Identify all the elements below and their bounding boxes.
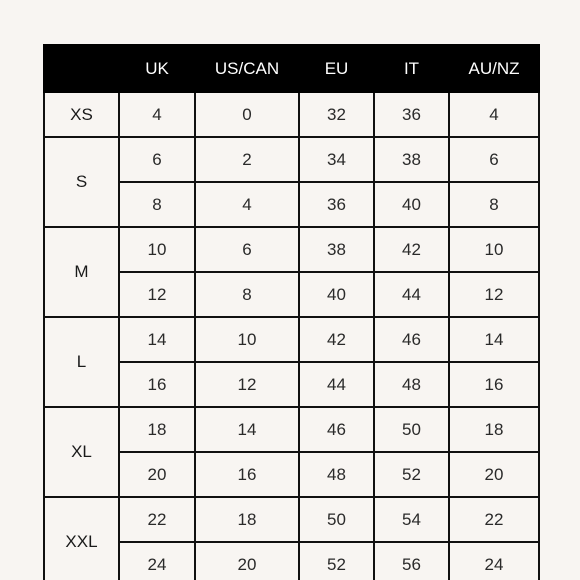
table-cell: 6 bbox=[195, 227, 299, 272]
table-cell: 20 bbox=[449, 452, 539, 497]
table-cell: 2 bbox=[195, 137, 299, 182]
table-cell: 40 bbox=[299, 272, 374, 317]
table-cell: 48 bbox=[374, 362, 449, 407]
table-cell: 14 bbox=[195, 407, 299, 452]
size-label-cell: XS bbox=[44, 92, 119, 137]
table-row bbox=[44, 92, 539, 137]
header-cell-uk: UK bbox=[119, 45, 195, 92]
table-cell: 36 bbox=[299, 182, 374, 227]
table-cell: 54 bbox=[374, 497, 449, 542]
table-cell: 22 bbox=[449, 497, 539, 542]
table-cell: 56 bbox=[374, 542, 449, 580]
header-cell-size bbox=[44, 45, 119, 92]
table-cell: 14 bbox=[119, 317, 195, 362]
size-chart-body bbox=[44, 92, 539, 580]
table-cell: 20 bbox=[195, 542, 299, 580]
table-cell: 16 bbox=[449, 362, 539, 407]
table-cell: 34 bbox=[299, 137, 374, 182]
table-cell: 6 bbox=[119, 137, 195, 182]
table-row bbox=[44, 272, 539, 317]
table-cell: 10 bbox=[119, 227, 195, 272]
size-label-cell: L bbox=[44, 317, 119, 407]
table-cell: 48 bbox=[299, 452, 374, 497]
table-cell: 50 bbox=[299, 497, 374, 542]
table-cell: 16 bbox=[195, 452, 299, 497]
table-cell: 46 bbox=[299, 407, 374, 452]
table-row bbox=[44, 317, 539, 362]
table-row bbox=[44, 362, 539, 407]
table-cell: 8 bbox=[119, 182, 195, 227]
table-cell: 20 bbox=[119, 452, 195, 497]
table-cell: 16 bbox=[119, 362, 195, 407]
table-cell: 52 bbox=[299, 542, 374, 580]
header-cell-it: IT bbox=[374, 45, 449, 92]
table-cell: 44 bbox=[374, 272, 449, 317]
table-cell: 4 bbox=[449, 92, 539, 137]
table-cell: 12 bbox=[449, 272, 539, 317]
table-row bbox=[44, 542, 539, 580]
header-cell-us-can: US/CAN bbox=[195, 45, 299, 92]
table-cell: 38 bbox=[374, 137, 449, 182]
table-row bbox=[44, 227, 539, 272]
table-cell: 4 bbox=[119, 92, 195, 137]
size-chart-table bbox=[43, 44, 540, 580]
table-cell: 44 bbox=[299, 362, 374, 407]
table-cell: 22 bbox=[119, 497, 195, 542]
table-cell: 14 bbox=[449, 317, 539, 362]
table-row bbox=[44, 452, 539, 497]
table-cell: 12 bbox=[119, 272, 195, 317]
table-cell: 40 bbox=[374, 182, 449, 227]
table-cell: 18 bbox=[119, 407, 195, 452]
table-cell: 52 bbox=[374, 452, 449, 497]
table-cell: 6 bbox=[449, 137, 539, 182]
table-cell: 18 bbox=[195, 497, 299, 542]
table-cell: 10 bbox=[195, 317, 299, 362]
header-cell-eu: EU bbox=[299, 45, 374, 92]
table-cell: 46 bbox=[374, 317, 449, 362]
size-chart-header bbox=[44, 45, 539, 92]
table-cell: 24 bbox=[449, 542, 539, 580]
table-cell: 36 bbox=[374, 92, 449, 137]
table-cell: 38 bbox=[299, 227, 374, 272]
table-cell: 4 bbox=[195, 182, 299, 227]
table-cell: 12 bbox=[195, 362, 299, 407]
table-cell: 24 bbox=[119, 542, 195, 580]
table-cell: 42 bbox=[299, 317, 374, 362]
header-row bbox=[44, 45, 539, 92]
size-label-cell: M bbox=[44, 227, 119, 317]
table-cell: 10 bbox=[449, 227, 539, 272]
header-cell-au-nz: AU/NZ bbox=[449, 45, 539, 92]
table-cell: 32 bbox=[299, 92, 374, 137]
table-row bbox=[44, 407, 539, 452]
table-row bbox=[44, 137, 539, 182]
size-label-cell: S bbox=[44, 137, 119, 227]
size-label-cell: XXL bbox=[44, 497, 119, 580]
table-cell: 18 bbox=[449, 407, 539, 452]
table-cell: 8 bbox=[449, 182, 539, 227]
table-cell: 0 bbox=[195, 92, 299, 137]
table-cell: 50 bbox=[374, 407, 449, 452]
table-row bbox=[44, 497, 539, 542]
table-row bbox=[44, 182, 539, 227]
size-label-cell: XL bbox=[44, 407, 119, 497]
table-cell: 42 bbox=[374, 227, 449, 272]
table-cell: 8 bbox=[195, 272, 299, 317]
